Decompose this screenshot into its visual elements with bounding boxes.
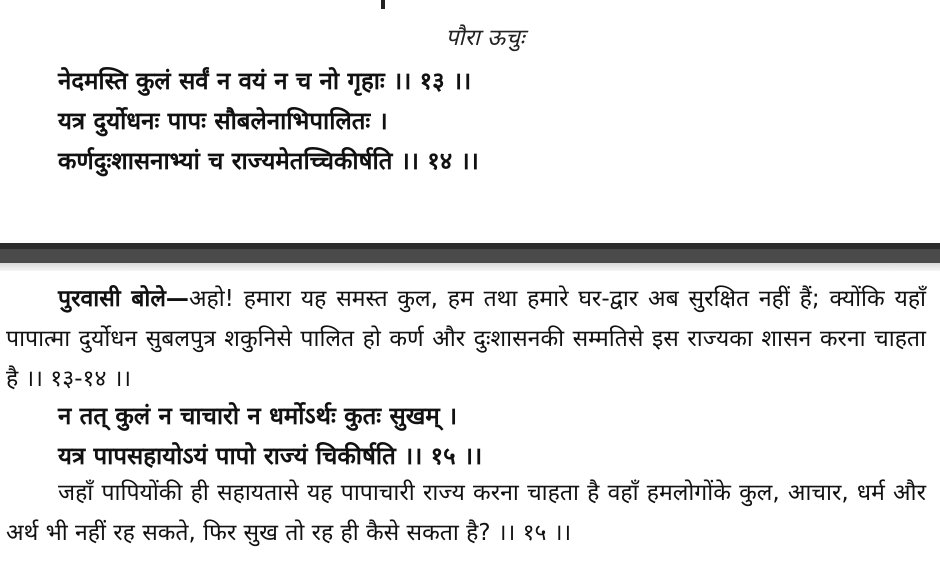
verse-line-3: कर्णदुःशासनाभ्यां च राज्यमेतच्चिकीर्षति ।। १४ ।। [58, 147, 479, 175]
verse-line-1: नेदमस्ति कुलं सर्वं न वयं न च नो गृहाः ।। १३ ।। [58, 67, 472, 95]
verse-line-4: न तत् कुलं न चाचारो न धर्मोऽर्थः कुतः सुखम् । [58, 402, 458, 430]
translation-paragraph-1 [6, 279, 926, 399]
page-divider [0, 243, 940, 271]
verse-line-2: यत्र दुर्योधनः पापः सौबलेनाभिपालितः । [58, 107, 388, 135]
translation-paragraph-2 [6, 473, 926, 553]
speaker-heading: पौरा ऊचुः [445, 25, 525, 51]
speaker-label: पुरवासी बोले— [58, 286, 189, 312]
upper-page [0, 0, 940, 243]
translation-text-1: अहो! हमारा यह समस्त कुल, हम तथा हमारे घर-द्वार अब सुरक्षित नहीं हैं; क्योंकि यहाँ पापात्मा दुर्योधन सुबलपुत्र शकुनिसे पालित हो कर्ण और दुःशासनकी सम्मतिसे इस राज्यका शासन करना चाहता है ।। १३-१४ ।। [6, 286, 926, 392]
verse-line-5: यत्र पापसहायोऽयं पापो राज्यं चिकीर्षति ।। १५ ।। [58, 442, 483, 470]
lower-page [0, 271, 940, 585]
translation-text-2: जहाँ पापियोंकी ही सहायतासे यह पापाचारी राज्य करना चाहता है वहाँ हमलोगोंके कुल, आचार, धर्म और अर्थ भी नहीं रह सकते, फिर सुख तो रह ही कैसे सकता है? ।। १५ ।। [6, 480, 926, 546]
page-marker [381, 0, 385, 9]
